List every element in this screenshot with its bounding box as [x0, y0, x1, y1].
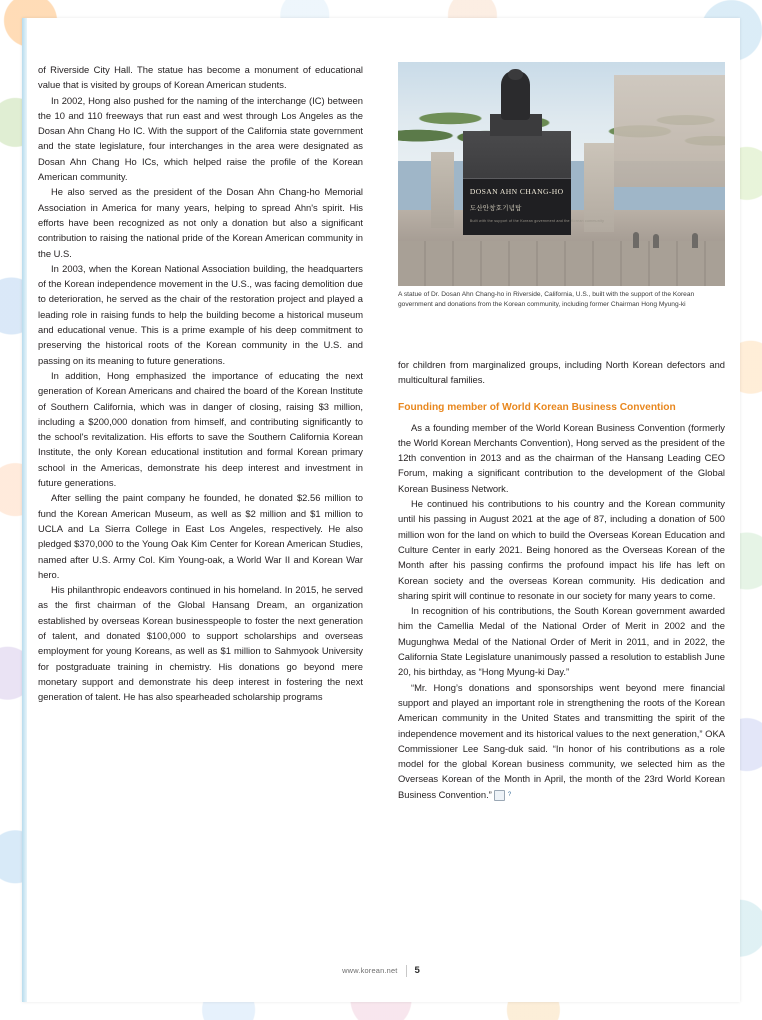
photo-building [614, 75, 725, 187]
paragraph: for children from marginalized groups, including North Korean defectors and multicultural families. [398, 359, 725, 386]
photo-pedestrian [633, 232, 639, 248]
page-spine [22, 18, 27, 1002]
page-footer [22, 960, 740, 978]
photo-plaza-paving [398, 241, 725, 286]
paragraph: He also served as the president of the Dosan Ahn Chang-ho Memorial Association in America for many years, helping to spread Ahn's spirit. His efforts have been recognized as not only a donation but also a significant contribution to raising the national pride of the Korean American community in the U.S. [38, 186, 363, 259]
photo-memorial-plaque [463, 178, 605, 235]
photo-pedestrian [653, 234, 659, 248]
left-text-column [38, 62, 363, 704]
footer-website-url[interactable]: www.korean.net [342, 966, 398, 975]
right-text-column [398, 357, 725, 802]
memorial-statue-photo [398, 62, 725, 286]
paragraph: His philanthropic endeavors continued in his homeland. In 2015, he served as the first chairman of the Global Hansang Dream, an organization established by overseas Korean businesspeople to foster the next generation of talent, and donated $100,000 to support scholarships and overseas employment for young Koreans, as well as $1 million to Sahmyook University for postgraduate training in chemistry. His donations go beyond mere monetary support and demonstrate his deep interest in fostering the next generation of talent. He has also spearheaded scholarship programs [38, 584, 363, 703]
footer-divider [406, 965, 407, 977]
plaque-korean-text: 도산안창호기념탑 [469, 204, 522, 212]
plaque-small-text: Built with the support of the Korean government and the Korean community [469, 218, 605, 223]
paragraph: In addition, Hong emphasized the importance of educating the next generation of Korean Americans and chaired the board of the Korean Institute of Southern California, which was in danger of closing, raising $3 million, including a $200,000 donation from himself, and contributing significantly to the school's revitalization. His efforts to save the Southern California Korean Institute, the only Korean educational institution and formal Korean primary school in the Americas, demonstrate his deep interest and investment in future generations. [38, 369, 363, 489]
paragraph: In recognition of his contributions, the South Korean government awarded him the Camellia Medal of the National Order of Merit in 2002 and the Mugunghwa Medal of the National Order of Merit in 2011, and in 2022, the California State Legislature unanimously passed a resolution to establish June 20, his birthday, as “Hong Myung-ki Day.” [398, 605, 725, 678]
photo-left-column [431, 152, 454, 228]
footnote-marker-icon[interactable]: ? [494, 790, 505, 801]
paragraph: As a founding member of the World Korean Business Convention (formerly the World Korean Merchants Convention), Hong served as the president of the 12th convention in 2013 and as the chairman of the Hansang Leading CEO Forum, making a significant contribution to the development of the Global Korean Business Network. [398, 421, 725, 494]
paragraph: He continued his contributions to his country and the Korean community until his passing in August 2021 at the age of 87, including a donation of 500 million won for the land on which to build the Overseas Korean Education and Culture Center in early 2021. Being honored as the Overseas Korean of the Month after his passing confirms the profound impact his life has left on Korean society and the overseas Korean community. His dedication and sharing spirit will continue to resonate in our society for many years to come. [398, 498, 725, 601]
paragraph: In 2003, when the Korean National Association building, the headquarters of the Korean independence movement in the U.S., was facing demolition due to deterioration, he served as the chair of the restoration project and played a leading role in raising funds to help the building become a historical museum and educational venue. This is a prime example of his deep commitment to preserving the historical roots of the Korean community in the U.S. and passing on its meaning to future generations. [38, 262, 363, 366]
figure-caption: A statue of Dr. Dosan Ahn Chang-ho in Riverside, California, U.S., built with the support of the Korean government and donations from the Korean community, including former Chairman Hong Myung-ki [398, 291, 695, 308]
paragraph: In 2002, Hong also pushed for the naming of the interchange (IC) between the 10 and 110 freeways that run east and west through Los Angeles as the Dosan Ahn Chang Ho IC. With the support of the California state government and the state legislature, four interchanges in the area were designated as Dosan Ahn Chang Ho ICs, which helped raise the profile of the Korean American community. [38, 94, 363, 183]
photo-pedestrian [692, 233, 698, 248]
paragraph: of Riverside City Hall. The statue has become a monument of educational value that is visited by groups of Korean American students. [38, 64, 363, 91]
figure [398, 62, 725, 309]
page-content [38, 62, 728, 962]
paragraph [398, 680, 725, 802]
section-heading: Founding member of World Korean Business Convention [398, 401, 676, 413]
paragraph-text: “Mr. Hong’s donations and sponsorships went beyond mere financial support and played an important role in strengthening the roots of the Korean American community in the United States and transmitting the spirit of the independence movement and its historical values to the next generation,” OKA Commissioner Lee Sang-duk said. “In honor of his contributions as a role model for the global Korean business community, we selected him as the Overseas Korean of the Month in April, the month of the 23rd World Korean Business Convention.” [398, 681, 725, 800]
plaque-title-text: DOSAN AHN CHANG-HO [469, 187, 564, 197]
paragraph: After selling the paint company he founded, he donated $2.56 million to fund the Korean American Museum, as well as $2 million and $1 million to UCLA and La Sierra College in East Los Angeles, respectively. He also pledged $370,000 to the Young Oak Kim Center for Korean American Studies, named after U.S. Army Col. Kim Young-oak, a World War II and Korean War hero. [38, 492, 363, 580]
page-number: 5 [414, 965, 420, 976]
